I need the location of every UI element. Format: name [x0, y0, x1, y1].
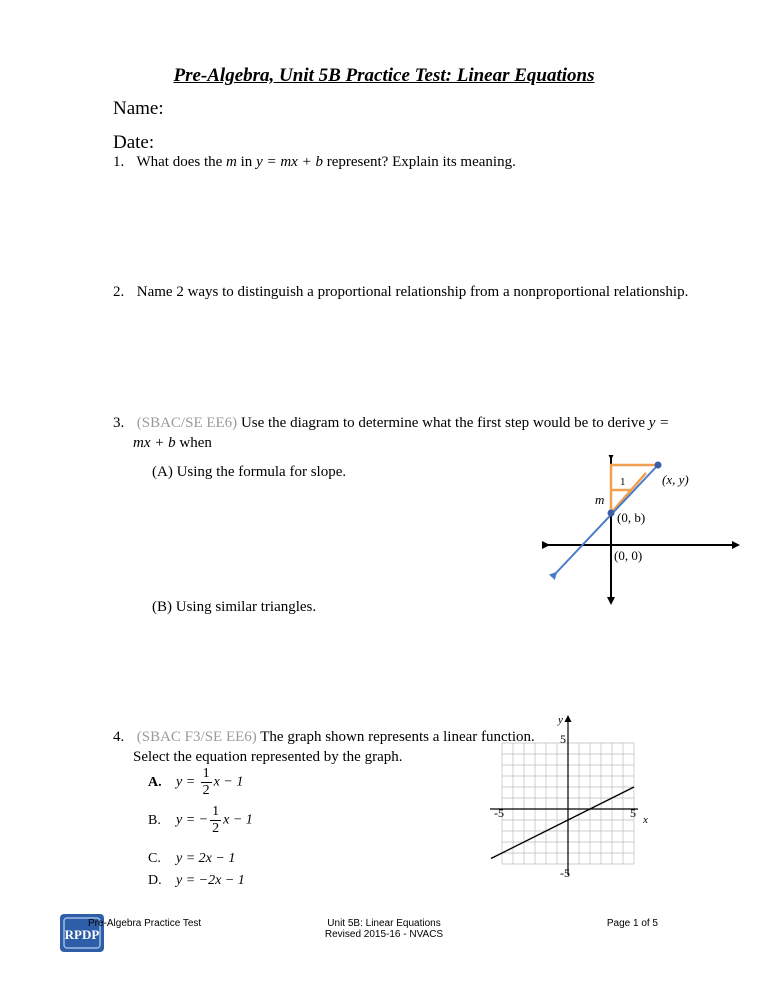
option-a: [148, 766, 243, 799]
question-3-line2: [133, 433, 212, 453]
question-2-text: Name 2 ways to distinguish a proportional relationship from a nonproportional relationship.: [136, 284, 689, 300]
question-3-when: when: [175, 435, 212, 451]
question-4-number: 4.: [113, 729, 125, 745]
option-d-letter: D.: [148, 873, 162, 888]
option-c-text: y = 2x − 1: [176, 851, 236, 866]
option-c: [148, 851, 235, 867]
question-1-text-post: represent? Explain its meaning.: [322, 154, 516, 170]
question-2: [113, 282, 688, 302]
question-1-equation: y = mx + b: [256, 154, 323, 170]
question-4-text-line2: Select the equation represented by the graph.: [133, 749, 403, 765]
question-1: [113, 152, 516, 172]
option-a-letter: A.: [148, 774, 162, 790]
option-b-denominator: 2: [212, 821, 220, 836]
graph-x-label: x: [643, 814, 648, 826]
graph-tick-right: 5: [630, 806, 636, 820]
point-x-y: [655, 462, 662, 469]
option-b-post: x − 1: [223, 812, 253, 828]
page-title: Pre-Algebra, Unit 5B Practice Test: Linear Equations: [173, 65, 595, 86]
footer-center: [284, 918, 484, 940]
option-a-pre: y =: [176, 774, 199, 790]
option-b-numerator: 1: [212, 804, 220, 819]
option-b-letter: B.: [148, 812, 161, 828]
label-x-y: (x, y): [662, 472, 689, 487]
name-label: Name:: [113, 98, 164, 119]
label-0-0: (0, 0): [614, 548, 643, 563]
question-3: [113, 413, 673, 433]
label-0-b: (0, b): [617, 510, 646, 525]
label-m: m: [595, 492, 605, 507]
question-1-text-pre: What does the: [136, 154, 227, 170]
option-a-fraction: [201, 766, 212, 799]
footer-center-line1: Unit 5B: Linear Equations: [327, 918, 441, 929]
question-3-standard-tag: (SBAC/SE EE6): [136, 415, 238, 431]
question-1-number: 1.: [113, 154, 125, 170]
graph-tick-left: -5: [494, 806, 504, 820]
question-1-text-mid: in: [236, 154, 257, 170]
date-label: Date:: [113, 132, 155, 153]
point-0-b: [608, 510, 615, 517]
footer-page-number: Page 1 of 5: [606, 918, 658, 929]
footer-left: Pre-Algebra Practice Test: [88, 918, 202, 929]
option-b: [148, 804, 253, 837]
option-b-fraction: [210, 804, 221, 837]
question-3-part-a: (A) Using the formula for slope.: [152, 464, 347, 480]
question-3-number: 3.: [113, 415, 125, 431]
question-3-text: Use the diagram to determine what the first step would be to derive: [240, 415, 649, 431]
option-c-letter: C.: [148, 851, 161, 866]
label-one: 1: [620, 476, 626, 488]
option-a-post: x − 1: [213, 774, 244, 790]
question-3-part-b: (B) Using similar triangles.: [152, 599, 317, 615]
question-3-equation-part2: mx + b: [133, 435, 176, 451]
footer-center-line2: Revised 2015-16 - NVACS: [324, 929, 444, 940]
option-d-text: y = −2x − 1: [176, 873, 245, 888]
slope-diagram: [540, 455, 750, 610]
question-2-number: 2.: [113, 284, 125, 300]
question-3-equation-part1: y =: [648, 415, 670, 431]
graph-tick-pos: 5: [560, 732, 566, 746]
option-a-denominator: 2: [202, 783, 210, 798]
question-4-text-line1: The graph shown represents a linear function.: [260, 729, 535, 745]
graph-y-label: y: [558, 714, 563, 726]
linear-function-graph: [480, 705, 660, 890]
question-4: [113, 727, 535, 747]
graph-tick-neg: -5: [560, 866, 570, 880]
question-4-standard-tag: (SBAC F3/SE EE6): [136, 729, 257, 745]
hypotenuse-overlay: [611, 473, 646, 513]
option-b-pre: y = −: [176, 812, 209, 828]
svg-text:RPDP: RPDP: [64, 927, 100, 942]
question-1-m: m: [226, 154, 237, 170]
option-a-numerator: 1: [202, 766, 210, 781]
option-d: [148, 873, 245, 889]
